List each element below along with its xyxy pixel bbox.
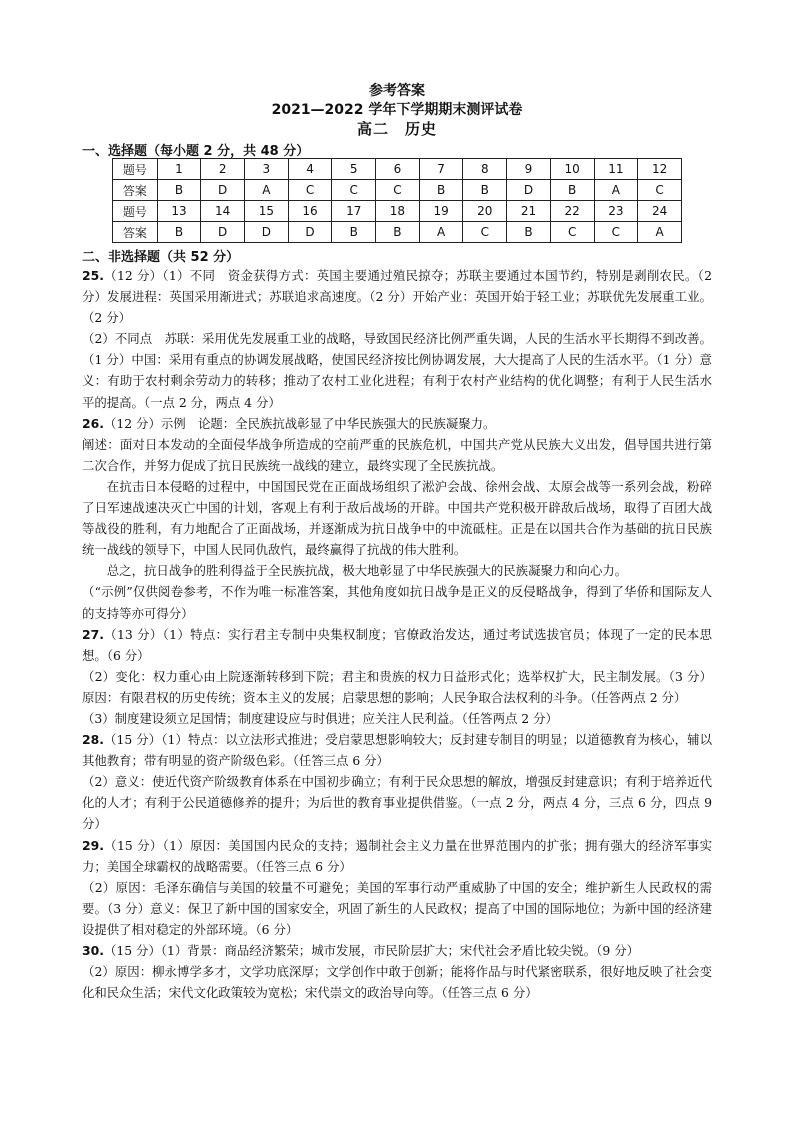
table-cell: 4 [288,159,332,180]
table-cell: 2 [201,159,245,180]
table-cell: 6 [376,159,420,180]
table-cell: 18 [376,201,420,222]
table-cell: A [638,222,682,243]
table-cell: 7 [419,159,463,180]
answer-table [112,158,682,243]
table-cell: 20 [463,201,507,222]
table-row-numbers-1 [113,159,682,180]
table-cell: D [288,222,332,243]
row-label-answer: 答案 [113,222,158,243]
q26-part3: 在抗击日本侵略的过程中，中国国民党在正面战场组织了淞沪会战、徐州会战、太原会战等一系列会战，粉碎了日军速战速决灭亡中国的计划，客观上有利于敌后战场的开辟。中国共产党积极开辟敌后战场，取得了百团大战等战役的胜利，有力地配合了正面战场，并逐渐成为抗日战争中的中流砥柱。正是在以国共合作为基础的抗日民族统一战线的领导下，中国人民同仇敌忾，最终赢得了抗战的伟大胜利。 [82,478,712,558]
answer-text: （15 分）（1）原因：美国国内民众的支持；遏制社会主义力量在世界范围内的扩张；拥有强大的经济军事实力；美国全球霸权的战略需要。（任答三点 6 分） [82,837,712,874]
table-cell: A [594,180,638,201]
table-cell: 19 [419,201,463,222]
row-label-number: 题号 [113,159,158,180]
table-row-numbers-2 [113,201,682,222]
table-cell: D [507,180,551,201]
answer-body [82,265,712,1003]
subject-title: 高二 历史 [356,120,437,138]
row-label-number: 题号 [113,201,158,222]
q25-part2: （2）不同点 苏联：采用优先发展重工业的战略，导致国民经济比例严重失调，人民的生活水平长期得不到改善。（1 分）中国：采用有重点的协调发展战略，使国民经济按比例协调发展，大大提高了人民的生活水平。（1 分）意义：有助于农村剩余劳动力的转移；推动了农村工业化进程；有利于农村产业结构的优化调整；有利于人民生活水平的提高。（一点 2 分，两点 4 分） [82,331,712,410]
table-cell: 11 [594,159,638,180]
table-cell: B [157,180,201,201]
table-cell: 8 [463,159,507,180]
row-label-answer: 答案 [113,180,158,201]
table-cell: 10 [550,159,594,180]
table-cell: A [419,222,463,243]
q26-part4: 总之，抗日战争的胜利得益于全民族抗战，极大地彰显了中华民族强大的民族凝聚力和向心力。 [106,563,628,579]
table-cell: D [201,180,245,201]
question-number: 30. [82,943,104,958]
question-number: 26. [82,415,104,431]
table-cell: 24 [638,201,682,222]
table-cell: C [463,222,507,243]
table-cell: B [376,222,420,243]
q25-part1 [82,265,712,328]
table-cell: 23 [594,201,638,222]
table-cell: C [594,222,638,243]
question-number: 27. [82,626,104,642]
section-heading-choice: 一、选择题（每小题 2 分，共 48 分） [82,144,310,159]
table-cell: B [419,180,463,201]
q27-part1 [82,624,712,666]
table-cell: 13 [157,201,201,222]
table-cell: 1 [157,159,201,180]
q27-part3: （3）制度建设须立足国情；制度建设应与时俱进；应关注人民利益。（任答两点 2 分） [82,710,558,726]
q28-part1 [82,729,712,771]
answer-text: （12 分）示例 论题：全民族抗战彰显了中华民族强大的民族凝聚力。 [103,415,496,431]
table-cell: B [332,222,376,243]
q30-part2: （2）原因：柳永博学多才，文学功底深厚；文学创作中敢于创新；能将作品与时代紧密联系，很好地反映了社会变化和民众生活；宋代文化政策较为宽松；宋代崇文的政治导向等。（任答三点 6 分） [82,964,712,1001]
table-cell: 17 [332,201,376,222]
q26-part1 [82,413,712,434]
question-number: 25. [82,268,104,283]
q29-part1 [82,835,712,877]
section-heading-nonchoice: 二、非选择题（共 52 分） [82,250,240,265]
q27-part2: （2）变化：权力重心由上院逐渐转移到下院；君主和贵族的权力日益形式化；选举权扩大，民主制发展。（3 分）原因：有限君权的历史传统；资本主义的发展；启蒙思想的影响；人民争取合法权利的斗争。（任答两点 2 分） [82,668,712,705]
table-cell: C [288,180,332,201]
table-cell: 5 [332,159,376,180]
q28-part2: （2）意义：使近代资产阶级教育体系在中国初步确立；有利于民众思想的解放，增强反封建意识；有利于培养近代化的人才；有利于公民道德修养的提升；为后世的教育事业提供借鉴。（一点 2 分，两点 4 分，三点 6 分，四点 9 分） [82,774,712,832]
q29-part2: （2）原因：毛泽东确信与美国的较量不可避免；美国的军事行动严重威胁了中国的安全；维护新生人民政权的需要。（3 分）意义：保卫了新中国的国家安全，巩固了新生的人民政权；提高了中国的国际地位；为新中国的经济建设提供了相对稳定的外部环境。（6 分） [82,879,712,937]
table-cell: 3 [245,159,289,180]
question-number: 28. [82,732,104,748]
q26-part2: 阐述：面对日本发动的全面侵华战争所造成的空前严重的民族危机，中国共产党从民族大义出发，倡导国共进行第二次合作，并努力促成了抗日民族统一战线的建立，最终实现了全民族抗战。 [82,436,712,473]
table-cell: C [550,222,594,243]
table-cell: C [376,180,420,201]
answer-text: （13 分）（1）特点：实行君主专制中央集权制度；官僚政治发达，通过考试选拔官员；体现了一定的民本思想。（6 分） [82,626,712,663]
table-cell: C [638,180,682,201]
table-cell: D [201,222,245,243]
table-cell: 14 [201,201,245,222]
table-cell: B [550,180,594,201]
table-cell: B [463,180,507,201]
q26-note: （“示例”仅供阅卷参考，不作为唯一标准答案，其他角度如抗日战争是正义的反侵略战争，得到了华侨和国际友人的支持等亦可得分） [82,584,712,621]
table-cell: 15 [245,201,289,222]
page-title: 参考答案 [369,83,425,99]
table-cell: 16 [288,201,332,222]
table-cell: B [507,222,551,243]
table-cell: 12 [638,159,682,180]
q30-part1 [82,940,712,961]
table-row-answers-1 [113,180,682,201]
exam-title: 2021—2022 学年下学期期末测评试卷 [271,102,523,118]
table-cell: 22 [550,201,594,222]
answer-text: （12 分）（1）不同 资金获得方式：英国主要通过殖民掠夺；苏联主要通过本国节约，特别是剥削农民。（2 分）发展进程：英国采用渐进式；苏联追求高速度。（2 分）开始产业：英国开始于轻工业；苏联优先发展重工业。（2 分） [82,268,712,326]
table-cell: 9 [507,159,551,180]
table-cell: 21 [507,201,551,222]
answer-text: （15 分）（1）特点：以立法形式推进；受启蒙思想影响较大；反封建专制目的明显；以道德教育为核心，辅以其他教育；带有明显的资产阶级色彩。（任答三点 6 分） [82,732,712,769]
table-cell: B [157,222,201,243]
table-cell: A [245,180,289,201]
table-row-answers-2 [113,222,682,243]
question-number: 29. [82,837,104,853]
table-cell: C [332,180,376,201]
table-cell: D [245,222,289,243]
answer-text: （15 分）（1）背景：商品经济繁荣；城市发展，市民阶层扩大；宋代社会矛盾比较尖锐。（9 分） [103,943,639,958]
